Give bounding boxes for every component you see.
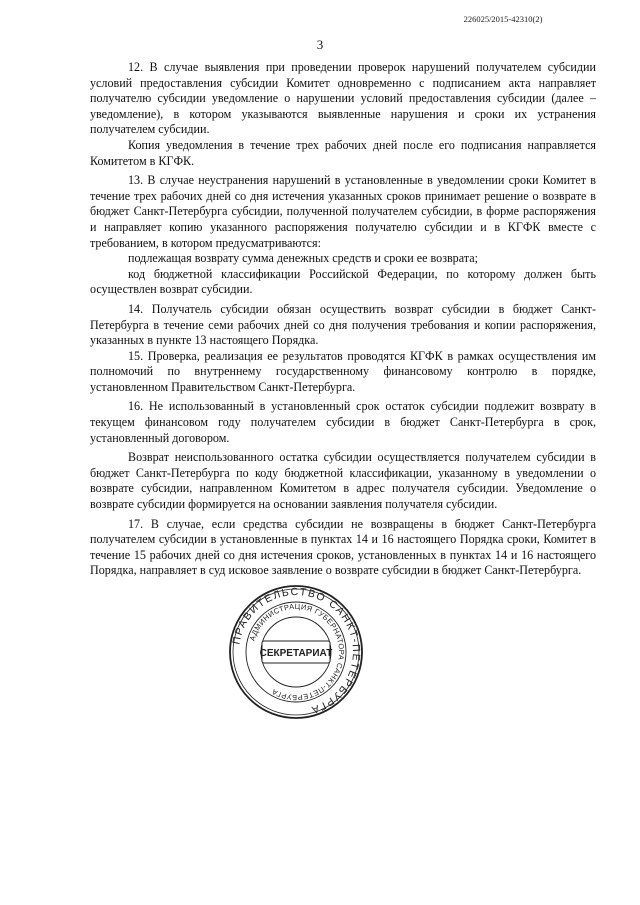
stamp-inner-text: АДМИНИСТРАЦИЯ ГУБЕРНАТОРА САНКТ-ПЕТЕРБУРГА xyxy=(247,601,347,703)
stamp-center-text: СЕКРЕТАРИАТ xyxy=(259,648,333,659)
page-number: 3 xyxy=(316,37,324,52)
secretariat-stamp xyxy=(228,584,364,720)
paragraph-13: 13. В случае неустранения нарушений в установленные в уведомлении сроки Комитет в течение трех рабочих дней со дня истечения указанных сроков принимает решение о возврате в бюджет Санкт-Петербурга субсидии, полученной получателем субсидии, в форме распоряжения и направляет копию указанного распоряжения получателю субсидии и в КГФК вместе с требованием, в котором предусматриваются: xyxy=(90,173,596,250)
paragraph-12-copy: Копия уведомления в течение трех рабочих дней после его подписания направляется Комитетом в КГФК. xyxy=(90,137,596,168)
document-body xyxy=(90,60,596,579)
paragraph-12: 12. В случае выявления при проведении проверок нарушений получателем субсидии условий предоставления субсидии Комитет одновременно с подписанием акта направляет получателю субсидии уведомление о нарушении условий предоставления субсидии (далее – уведомление), в котором указываются выявленные нарушения и сроки их устранения получателем субсидии. xyxy=(90,60,596,137)
stamp-outer-text: ПРАВИТЕЛЬСТВО САНКТ-ПЕТЕРБУРГА xyxy=(230,585,363,717)
paragraph-14: 14. Получатель субсидии обязан осуществить возврат субсидии в бюджет Санкт-Петербурга в течение семи рабочих дней со дня получения требования и копии распоряжения, указанных в пункте 13 настоящего Порядка. xyxy=(90,301,596,348)
document-code: 226025/2015-42310(2) xyxy=(463,14,543,24)
paragraph-16-return: Возврат неиспользованного остатка субсидии осуществляется получателем субсидии в бюджет Санкт-Петербурга по коду бюджетной классификации, указанному в уведомлении о возврате субсидии, направленном Комитетом в адрес получателя субсидии. Уведомление о возврате субсидии формируется на основании заявления получателя субсидии. xyxy=(90,450,596,512)
paragraph-17: 17. В случае, если средства субсидии не возвращены в бюджет Санкт-Петербурга получателем субсидии в установленные в пунктах 14 и 16 настоящего Порядка сроки, Комитет в течение 15 рабочих дней со дня истечения сроков, установленных в пунктах 14 и 16 настоящего Порядка, направляет в суд исковое заявление о возврате субсидии в бюджет Санкт-Петербурга. xyxy=(90,516,596,578)
paragraph-15: 15. Проверка, реализация ее результатов проводятся КГФК в рамках осуществления им полномочий по внутреннему государственному финансовому контролю в порядке, установленном Правительством Санкт-Петербурга. xyxy=(90,348,596,394)
paragraph-13-item-code: код бюджетной классификации Российской Федерации, по которому должен быть осуществлен возврат субсидии. xyxy=(90,266,596,297)
paragraph-13-item-amount: подлежащая возврату сумма денежных средств и сроки ее возврата; xyxy=(128,251,478,266)
paragraph-16: 16. Не использованный в установленный срок остаток субсидии подлежит возврату в текущем финансовом году получателем субсидии в бюджет Санкт-Петербурга в срок, установленный договором. xyxy=(90,399,596,445)
